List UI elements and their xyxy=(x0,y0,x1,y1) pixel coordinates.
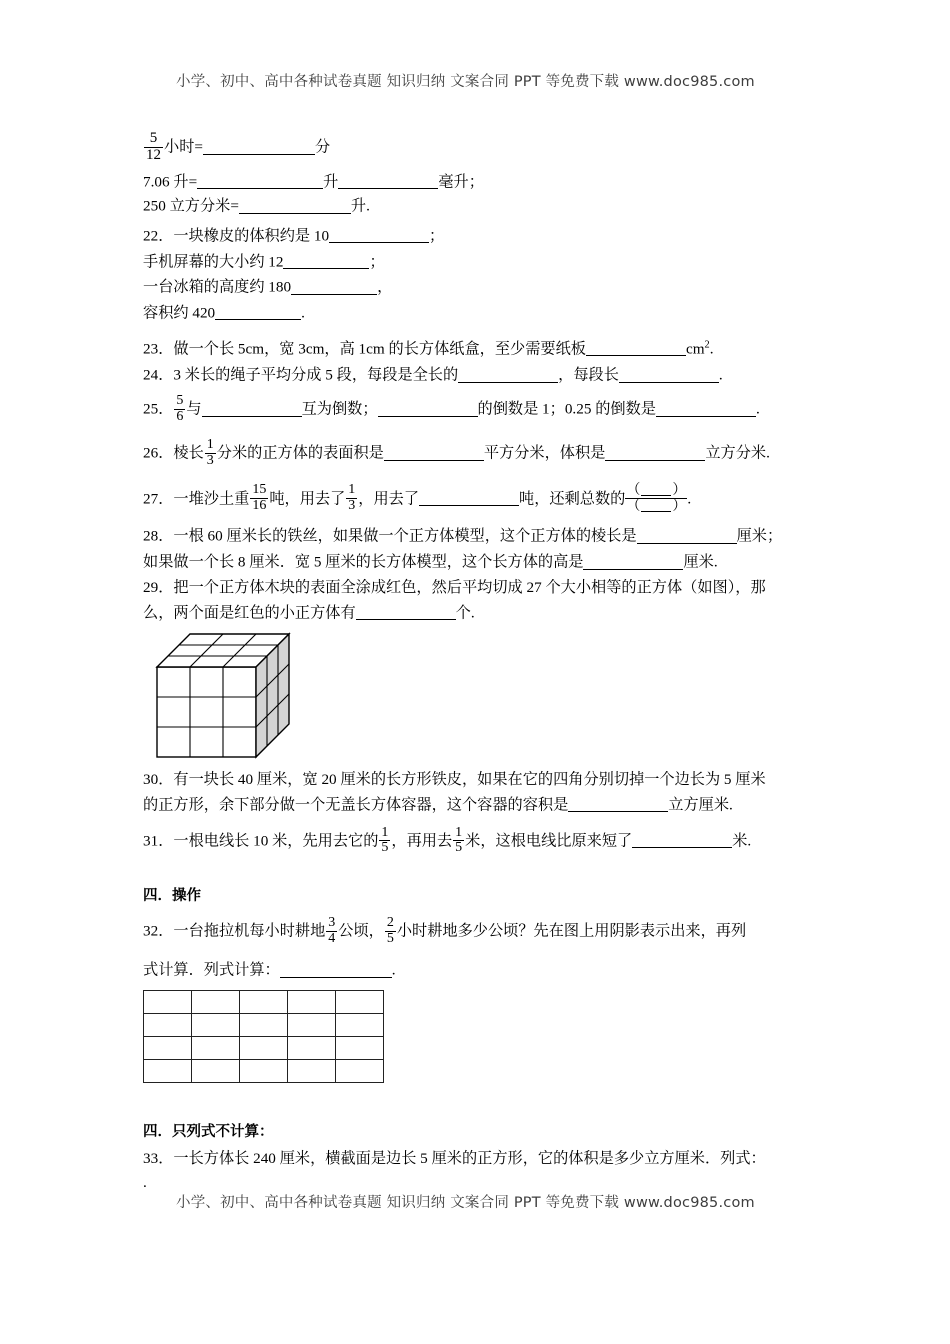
q27-text1: 吨，用去了 xyxy=(269,490,346,507)
q27-blank-1[interactable] xyxy=(419,490,519,507)
fraction-1-5-b: $\frac{1}{5}$ xyxy=(455,824,463,856)
q21-blank-3[interactable] xyxy=(338,173,438,190)
section-heading-expression-only: 四．只列式不计算： xyxy=(143,1123,274,1140)
q27-paren-close-num: ） xyxy=(672,482,687,498)
grid-row xyxy=(144,1013,384,1036)
q24-number: 24． xyxy=(143,366,174,384)
q26-text2: 平方分米，体积是 xyxy=(483,444,606,462)
q32-line1 xyxy=(143,914,807,947)
q26-text0: 棱长 xyxy=(173,444,204,462)
grid-cell[interactable] xyxy=(240,990,288,1013)
q25-punct: . xyxy=(755,400,760,418)
watermark-bottom: 小学、初中、高中各种试卷真题 知识归纳 文案合同 PPT 等免费下载 www.doc985.com xyxy=(176,1195,755,1211)
q32-text1: 公顷， xyxy=(338,922,384,940)
q32-text2: 小时耕地多少公顷？先在图上用阴影表示出来，再列 xyxy=(396,922,747,940)
q28-line1 xyxy=(143,527,807,544)
q29-blank-1[interactable] xyxy=(356,604,456,621)
q22-number: 22． xyxy=(143,227,174,245)
question-26 xyxy=(143,439,807,469)
question-33 xyxy=(143,1151,807,1190)
fraction-2-5: $\frac{2}{5}$ xyxy=(386,914,394,946)
question-30 xyxy=(143,772,807,813)
q22-punct1: ； xyxy=(429,227,445,245)
grid-cell[interactable] xyxy=(192,1036,240,1059)
question-21 xyxy=(143,132,807,214)
q33-text1: 一长方体长 240 厘米，横截面是边长 5 厘米的正方形，它的体积是多少立方厘米．列式： xyxy=(173,1149,766,1167)
q27-paren-close-den: ） xyxy=(672,499,687,515)
q22-blank-3[interactable] xyxy=(291,278,377,295)
q21-unit1: 分 xyxy=(314,138,331,156)
q32-blank-1[interactable] xyxy=(280,961,392,978)
question-27 xyxy=(143,484,807,516)
q30-blank-1[interactable] xyxy=(568,796,668,813)
q22-line4 xyxy=(143,304,807,321)
q24-text2: ，每段长 xyxy=(558,366,619,384)
q32-text0: 一台拖拉机每小时耕地 xyxy=(173,922,326,940)
q21-unit3: 毫升； xyxy=(438,172,484,190)
grid-cell[interactable] xyxy=(144,990,192,1013)
q21-text1: 小时= xyxy=(164,138,203,156)
q30-unit: 立方厘米. xyxy=(668,796,733,814)
q23-unit: cm xyxy=(685,340,705,357)
question-22 xyxy=(143,227,807,321)
shading-grid[interactable] xyxy=(143,990,384,1083)
q22-line2 xyxy=(143,253,807,270)
q28-text1: 一根 60 厘米长的铁丝，如果做一个正方体模型，这个正方体的棱长是 xyxy=(173,527,637,545)
grid-cell[interactable] xyxy=(336,1036,384,1059)
grid-row xyxy=(144,1059,384,1082)
fraction-3-4: $\frac{3}{4}$ xyxy=(328,914,336,946)
q25-blank-2[interactable] xyxy=(378,400,478,417)
watermark-top: 小学、初中、高中各种试卷真题 知识归纳 文案合同 PPT 等免费下载 www.doc985.com xyxy=(176,74,755,90)
q21-line1 xyxy=(143,132,807,165)
q32-line2 xyxy=(143,961,807,978)
grid-cell[interactable] xyxy=(240,1036,288,1059)
q28-line2 xyxy=(143,553,807,570)
q27-blank-den[interactable] xyxy=(641,499,671,512)
q29-number: 29． xyxy=(143,578,174,596)
fraction-1-5-a: $\frac{1}{5}$ xyxy=(381,824,389,856)
q21-text3: 250 立方分米= xyxy=(143,197,239,215)
q31-number: 31． xyxy=(143,832,174,850)
q25-text3: 的倒数是 1；0.25 的倒数是 xyxy=(477,400,656,418)
q33-number: 33． xyxy=(143,1149,174,1167)
q22-blank-1[interactable] xyxy=(329,227,429,244)
q28-unit1: 厘米； xyxy=(736,527,783,545)
q29-text2: 么，两个面是红色的小正方体有 xyxy=(143,604,356,622)
q22-blank-2[interactable] xyxy=(283,253,369,270)
q21-line3 xyxy=(143,197,807,214)
q31-text0: 一根电线长 10 米，先用去它的 xyxy=(173,832,379,850)
q27-text0: 一堆沙土重 xyxy=(173,490,250,507)
q21-blank-4[interactable] xyxy=(239,197,351,214)
q21-line2 xyxy=(143,173,807,190)
grid-cell[interactable] xyxy=(336,1013,384,1036)
grid-cell[interactable] xyxy=(144,1013,192,1036)
grid-cell[interactable] xyxy=(192,990,240,1013)
grid-cell[interactable] xyxy=(240,1013,288,1036)
q23-number: 23． xyxy=(143,340,174,357)
q29-text1: 把一个正方体木块的表面全涂成红色，然后平均切成 27 个大小相等的正方体（如图），那 xyxy=(173,578,766,596)
q21-unit4: 升. xyxy=(350,197,370,215)
fraction-1-3-b: $\frac{1}{3}$ xyxy=(348,482,356,514)
grid-cell[interactable] xyxy=(144,1059,192,1082)
grid-cell[interactable] xyxy=(192,1013,240,1036)
q27-text2: ，用去了 xyxy=(358,490,419,507)
q22-text1: 一块橡皮的体积约是 10 xyxy=(173,227,330,245)
q30-line1 xyxy=(143,772,807,787)
q22-text3: 一台冰箱的高度约 180 xyxy=(143,278,292,296)
grid-cell[interactable] xyxy=(144,1036,192,1059)
fraction-15-16: $\frac{15}{16}$ xyxy=(252,482,267,514)
q22-line1 xyxy=(143,227,807,244)
q28-number: 28． xyxy=(143,527,174,545)
fraction-5-6: $\frac{5}{6}$ xyxy=(176,392,184,424)
q22-punct4: . xyxy=(301,304,305,322)
q24-text1: 3 米长的绳子平均分成 5 段，每段是全长的 xyxy=(173,366,459,384)
q27-paren-open-den: （ xyxy=(626,499,641,515)
question-25 xyxy=(143,392,807,425)
q30-number: 30． xyxy=(143,770,174,788)
q23-text: 做一个长 5cm，宽 3cm，高 1cm 的长方体纸盒，至少需要纸板 xyxy=(173,340,586,357)
q33-punct: . xyxy=(143,1174,147,1192)
grid-cell[interactable] xyxy=(288,1013,336,1036)
q23-punct: . xyxy=(709,340,714,357)
q31-text1: ，再用去 xyxy=(391,832,453,850)
q22-punct2: ； xyxy=(369,252,385,270)
grid-cell[interactable] xyxy=(192,1059,240,1082)
q23-exponent: 2 xyxy=(704,338,710,350)
grid-row xyxy=(144,990,384,1013)
q26-text1: 分米的正方体的表面积是 xyxy=(216,444,384,462)
q26-blank-2[interactable] xyxy=(605,444,705,461)
q25-text2: 互为倒数； xyxy=(301,400,378,418)
worksheet-content xyxy=(143,132,807,1195)
q22-text4: 容积约 420 xyxy=(143,304,216,322)
grid-cell[interactable] xyxy=(336,990,384,1013)
q28-blank-1[interactable] xyxy=(637,527,737,544)
q31-unit: 米. xyxy=(732,832,752,850)
grid-body xyxy=(144,990,384,1082)
q21-text2: 7.06 升= xyxy=(143,172,198,190)
question-23 xyxy=(143,340,807,357)
q32-text3: 式计算．列式计算： xyxy=(143,961,280,979)
question-31 xyxy=(143,824,807,857)
q32-number: 32． xyxy=(143,922,174,940)
q27-punct: . xyxy=(687,490,692,507)
q29-line2 xyxy=(143,604,807,621)
q33-line2 xyxy=(143,1175,807,1190)
q32-punct: . xyxy=(391,961,396,979)
question-32 xyxy=(143,914,807,1083)
grid-row xyxy=(144,1036,384,1059)
grid-cell[interactable] xyxy=(336,1059,384,1082)
q22-text2: 手机屏幕的大小约 12 xyxy=(143,252,284,270)
q22-punct3: ， xyxy=(377,278,393,296)
q29-unit: 个. xyxy=(455,604,475,622)
q28-blank-2[interactable] xyxy=(583,553,683,570)
q24-blank-2[interactable] xyxy=(619,366,719,383)
q27-paren-open-num: （ xyxy=(626,482,641,498)
q24-blank-1[interactable] xyxy=(458,366,558,383)
q31-text2: 米，这根电线比原来短了 xyxy=(465,832,633,850)
q28-unit2: 厘米. xyxy=(683,553,718,571)
question-28 xyxy=(143,527,807,569)
q25-blank-3[interactable] xyxy=(656,400,756,417)
q21-blank-2[interactable] xyxy=(197,173,323,190)
grid-cell[interactable] xyxy=(288,1036,336,1059)
grid-cell[interactable] xyxy=(240,1059,288,1082)
grid-cell[interactable] xyxy=(288,990,336,1013)
q23-blank-1[interactable] xyxy=(586,340,686,357)
q25-text1: 与 xyxy=(186,400,202,418)
q27-text3: 吨，还剩总数的 xyxy=(519,490,626,507)
q22-blank-4[interactable] xyxy=(215,304,301,321)
q22-line3 xyxy=(143,278,807,295)
q30-text1: 有一块长 40 厘米，宽 20 厘米的长方形铁皮，如果在它的四角分别切掉一个边长为 5 厘米 xyxy=(173,770,766,788)
q28-text2: 如果做一个长 8 厘米．宽 5 厘米的长方体模型，这个长方体的高是 xyxy=(143,553,584,571)
fraction-parenthesis-answer xyxy=(625,483,687,515)
q27-number: 27． xyxy=(143,490,174,507)
q31-blank-1[interactable] xyxy=(632,832,732,849)
section-heading-operation: 四．操作 xyxy=(143,887,201,904)
q24-punct: . xyxy=(718,366,723,384)
q26-text3: 立方分米. xyxy=(705,444,770,462)
q21-blank-1[interactable] xyxy=(203,138,315,155)
q29-line1 xyxy=(143,580,807,595)
q25-blank-1[interactable] xyxy=(202,400,302,417)
q30-line2 xyxy=(143,796,807,813)
fraction-1-3: $\frac{1}{3}$ xyxy=(206,437,214,468)
cube-3x3x3-svg xyxy=(155,631,300,759)
q26-number: 26． xyxy=(143,444,174,462)
question-24 xyxy=(143,366,807,383)
q30-text2: 的正方形，余下部分做一个无盖长方体容器，这个容器的容积是 xyxy=(143,796,569,814)
q27-blank-num[interactable] xyxy=(641,483,671,496)
grid-cell[interactable] xyxy=(288,1059,336,1082)
q26-blank-1[interactable] xyxy=(384,444,484,461)
q21-unit2: 升 xyxy=(323,172,339,190)
q33-line1 xyxy=(143,1151,807,1166)
cube-figure xyxy=(155,631,807,764)
question-29 xyxy=(143,580,807,764)
q25-number: 25． xyxy=(143,400,174,418)
fraction-5-12: $\frac{5}{12}$ xyxy=(146,130,161,163)
